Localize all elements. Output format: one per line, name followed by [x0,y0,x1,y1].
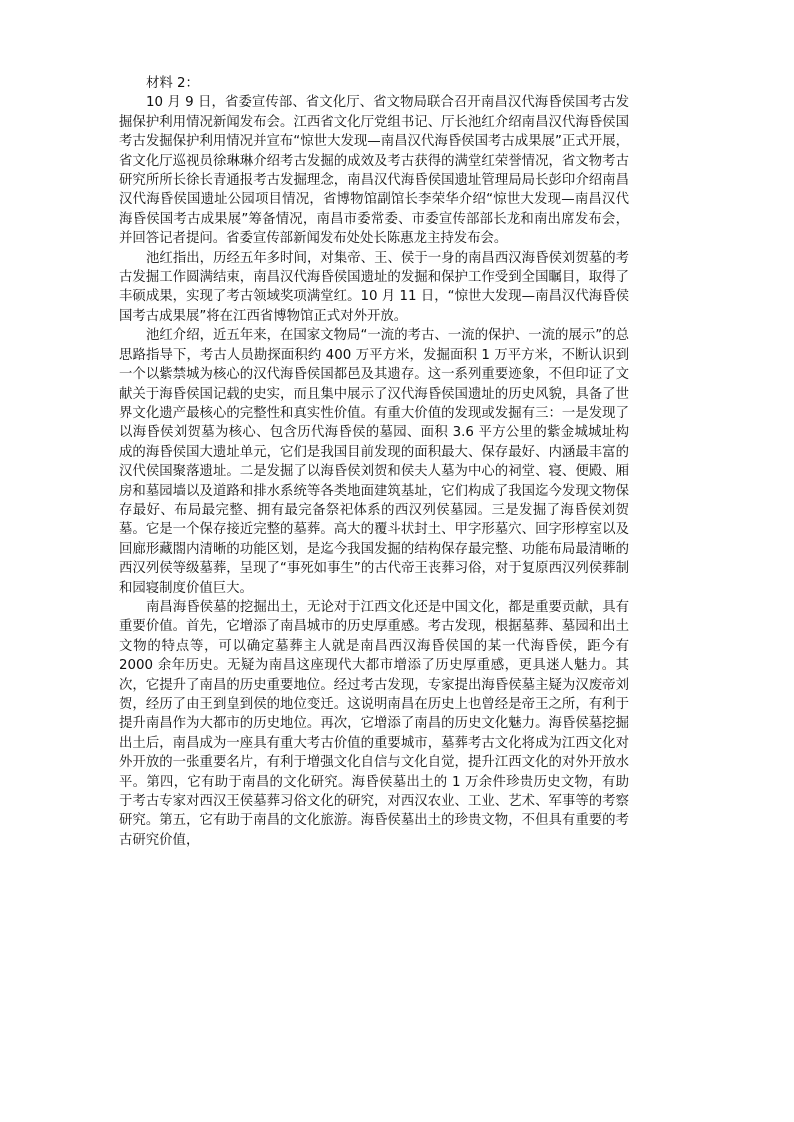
paragraph-major-discoveries: 池红介绍，近五年来，在国家文物局“一流的考古、一流的保护、一流的展示”的总思路指导下，考古人员勘探面积约 400 万平方米，发掘面积 1 万平方米，不断认识到一个以紫禁城为核心的汉代海昏侯国都邑及其遗存。这一系列重要迹象，不但印证了文献关于海昏侯国记载的史实，而且集中展示了汉代海昏侯国遗址的历史风貌，具备了世界文化遗产最核心的完整性和真实性价值。有重大价值的发现或发掘有三：一是发现了以海昏侯刘贺墓为核心、包含历代海昏侯的墓园、面积 3.6 平方公里的紫金城城址构成的海昏侯国大遗址单元，它们是我国目前发现的面积最大、保存最好、内涵最丰富的汉代侯国聚落遗址。二是发掘了以海昏侯刘贺和侯夫人墓为中心的祠堂、寝、便殿、厢房和墓园墙以及道路和排水系统等各类地面建筑基址，它们构成了我国迄今发现文物保存最好、布局最完整、拥有最完备祭祀体系的西汉列侯墓园。三是发掘了海昏侯刘贺墓。它是一个保存接近完整的墓葬。高大的覆斗状封土、甲字形墓穴、回字形椁室以及回廊形藏閤内清晰的功能区划，是迄今我国发掘的结构保存最完整、功能布局最清晰的西汉列侯等级墓葬，呈现了“事死如事生”的古代帝王丧葬习俗，对于复原西汉列侯葬制和园寝制度价值巨大。 [119,328,629,596]
paragraph-significance: 南昌海昏侯墓的挖掘出土，无论对于江西文化还是中国文化，都是重要贡献，具有重要价值。首先，它增添了南昌城市的历史厚重感。考古发现，根据墓葬、墓园和出土文物的特点等，可以确定墓葬主人就是南昌西汉海昏侯国的某一代海昏侯，距今有 2000 余年历史。无疑为南昌这座现代大都市增添了历史厚重感，更具迷人魅力。其次，它提升了南昌的历史重要地位。经过考古发现，专家提出海昏侯墓主疑为汉废帝刘贺，经历了由王到皇到侯的地位变迁。这说明南昌在历史上也曾经是帝王之所，有利于提升南昌作为大都市的历史地位。再次，它增添了南昌的历史文化魅力。海昏侯墓挖掘出土后，南昌成为一座具有重大考古价值的重要城市，墓葬考古文化将成为江西文化对外开放的一张重要名片，有利于增强文化自信与文化自觉，提升江西文化的对外开放水平。第四，它有助于南昌的文化研究。海昏侯墓出土的 1 万余件珍贵历史文物，有助于考古专家对西汉王侯墓葬习俗文化的研究，对西汉农业、工业、艺术、军事等的考察研究。第五，它有助于南昌的文化旅游。海昏侯墓出土的珍贵文物，不但具有重要的考古研究价值， [119,599,629,848]
material-heading: 材料 2： [146,76,199,91]
document-body [119,74,629,850]
paragraph-chihong-summary: 池红指出，历经五年多时间，对集帝、王、侯于一身的南昌西汉海昏侯刘贺墓的考古发掘工作圆满结束，南昌汉代海昏侯国遗址的发掘和保护工作受到全国瞩目，取得了丰硕成果，实现了考古领域奖项满堂红。10 月 11 日，“惊世大发现—南昌汉代海昏侯国考古成果展”将在江西省博物馆正式对外开放。 [119,250,629,324]
paragraph-press-conference: 10 月 9 日，省委宣传部、省文化厅、省文物局联合召开南昌汉代海昏侯国考古发掘保护利用情况新闻发布会。江西省文化厅党组书记、厅长池红介绍南昌汉代海昏侯国考古发掘保护利用情况并宣布“惊世大发现—南昌汉代海昏侯国考古成果展”正式开展，省文化厅巡视员徐琳琳介绍考古发掘的成效及考古获得的满堂红荣誉情况，省文物考古研究所所长徐长青通报考古发掘理念，南昌汉代海昏侯国遗址管理局局长彭印介绍南昌汉代海昏侯国遗址公园项目情况，省博物馆副馆长李荣华介绍“惊世大发现—南昌汉代海昏侯国考古成果展”筹备情况，南昌市委常委、市委宣传部部长龙和南出席发布会，并回答记者提问。省委宣传部新闻发布处处长陈惠龙主持发布会。 [119,95,629,247]
